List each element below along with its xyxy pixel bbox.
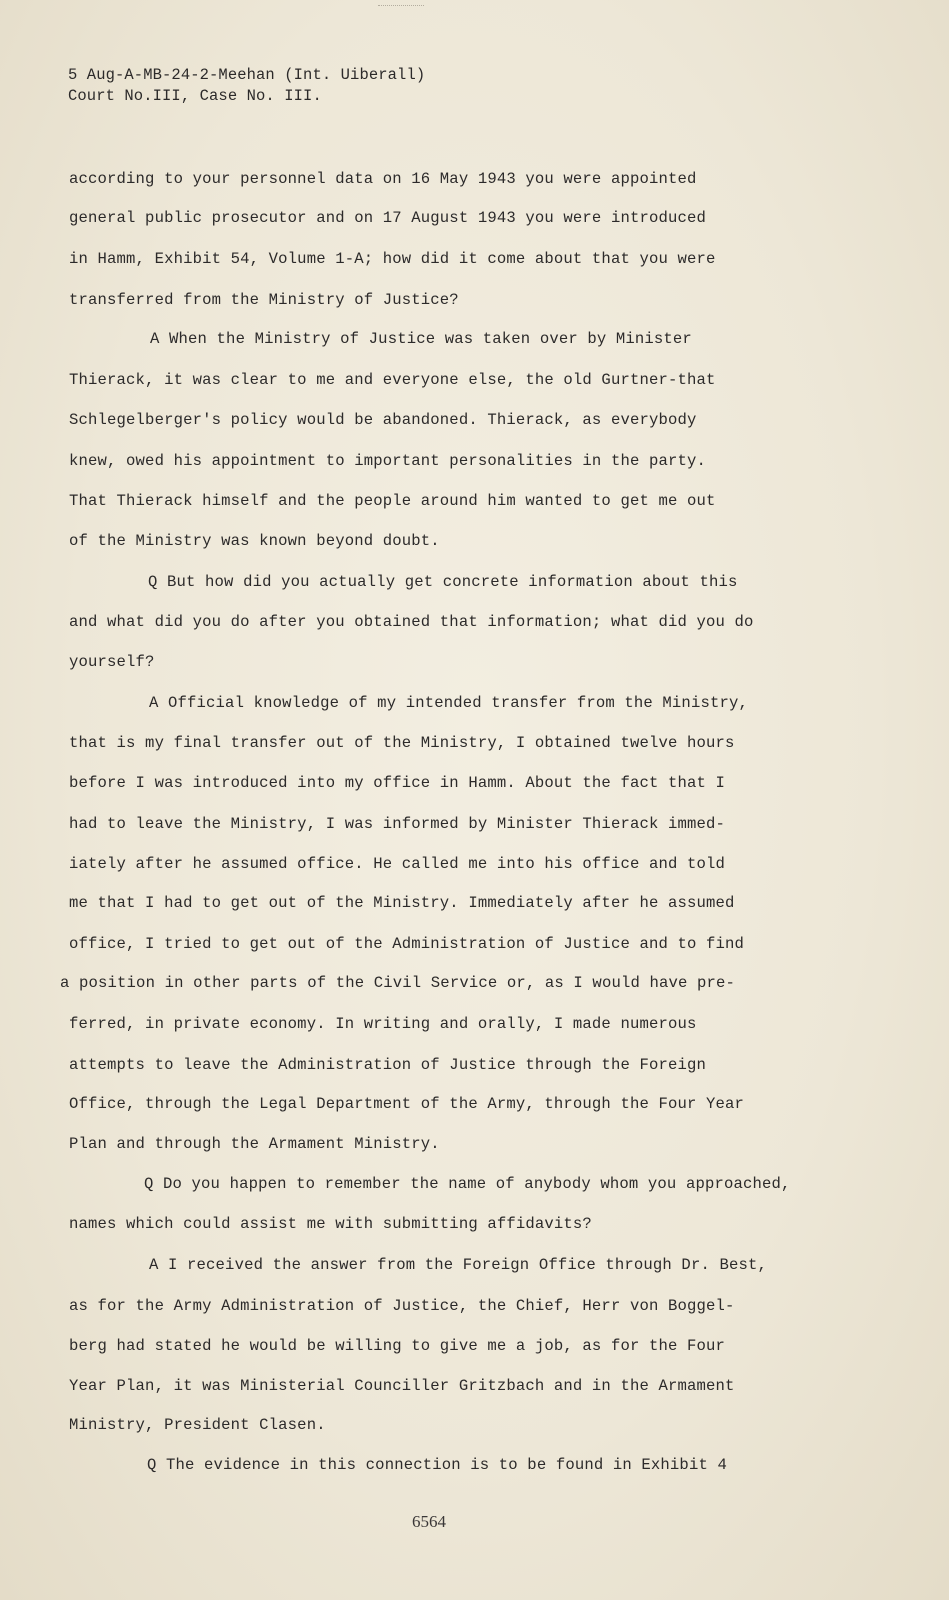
transcript-line: That Thierack himself and the people around him wanted to get me out [69,492,716,510]
transcript-line: attempts to leave the Administration of Justice through the Foreign [69,1056,707,1074]
transcript-line: A When the Ministry of Justice was taken over by Minister [150,330,692,348]
transcript-line: a position in other parts of the Civil Service or, as I would have pre- [60,974,736,992]
transcript-line: and what did you do after you obtained that information; what did you do [69,613,754,631]
transcript-line: in Hamm, Exhibit 54, Volume 1-A; how did it come about that you were [69,250,716,268]
transcript-line: that is my final transfer out of the Ministry, I obtained twelve hours [69,734,735,752]
transcript-line: Q But how did you actually get concrete information about this [148,573,738,591]
transcript-line: me that I had to get out of the Ministry. Immediately after he assumed [69,894,735,912]
page-number: 6564 [412,1512,446,1531]
transcript-line: as for the Army Administration of Justice, the Chief, Herr von Boggel- [69,1297,735,1315]
transcript-line: Office, through the Legal Department of the Army, through the Four Year [69,1095,745,1113]
transcript-line: before I was introduced into my office in Hamm. About the fact that I [69,774,726,792]
transcript-line: Q Do you happen to remember the name of anybody whom you approached, [144,1175,791,1193]
transcript-line: Ministry, President Clasen. [69,1416,326,1434]
transcript-line: ferred, in private economy. In writing and orally, I made numerous [69,1015,697,1033]
transcript-line: according to your personnel data on 16 May 1943 you were appointed [69,170,697,188]
transcript-line: Q The evidence in this connection is to be found in Exhibit 4 [147,1456,727,1474]
transcript-line: names which could assist me with submitting affidavits? [69,1215,592,1233]
transcript-line: office, I tried to get out of the Administration of Justice and to find [69,935,745,953]
transcript-line: iately after he assumed office. He called me into his office and told [69,855,726,873]
header-line-2: Court No.III, Case No. III. [68,87,322,105]
transcript-line: had to leave the Ministry, I was informed by Minister Thierack immed- [69,815,726,833]
transcript-line: knew, owed his appointment to important personalities in the party. [69,452,707,470]
transcript-line: transferred from the Ministry of Justice? [69,291,459,309]
transcript-line: of the Ministry was known beyond doubt. [69,532,440,550]
transcript-line: A Official knowledge of my intended transfer from the Ministry, [149,694,748,712]
transcript-line: Schlegelberger's policy would be abandoned. Thierack, as everybody [69,411,697,429]
transcript-line: yourself? [69,653,155,671]
transcript-line: Plan and through the Armament Ministry. [69,1135,440,1153]
transcript-line: Year Plan, it was Ministerial Counciller Gritzbach and in the Armament [69,1377,735,1395]
transcript-line: A I received the answer from the Foreign Office through Dr. Best, [149,1256,768,1274]
transcript-line: Thierack, it was clear to me and everyone else, the old Gurtner-that [69,371,716,389]
header-line-1: 5 Aug-A-MB-24-2-Meehan (Int. Uiberall) [68,66,426,84]
transcript-line: berg had stated he would be willing to give me a job, as for the Four [69,1337,726,1355]
transcript-line: general public prosecutor and on 17 August 1943 you were introduced [69,209,707,227]
